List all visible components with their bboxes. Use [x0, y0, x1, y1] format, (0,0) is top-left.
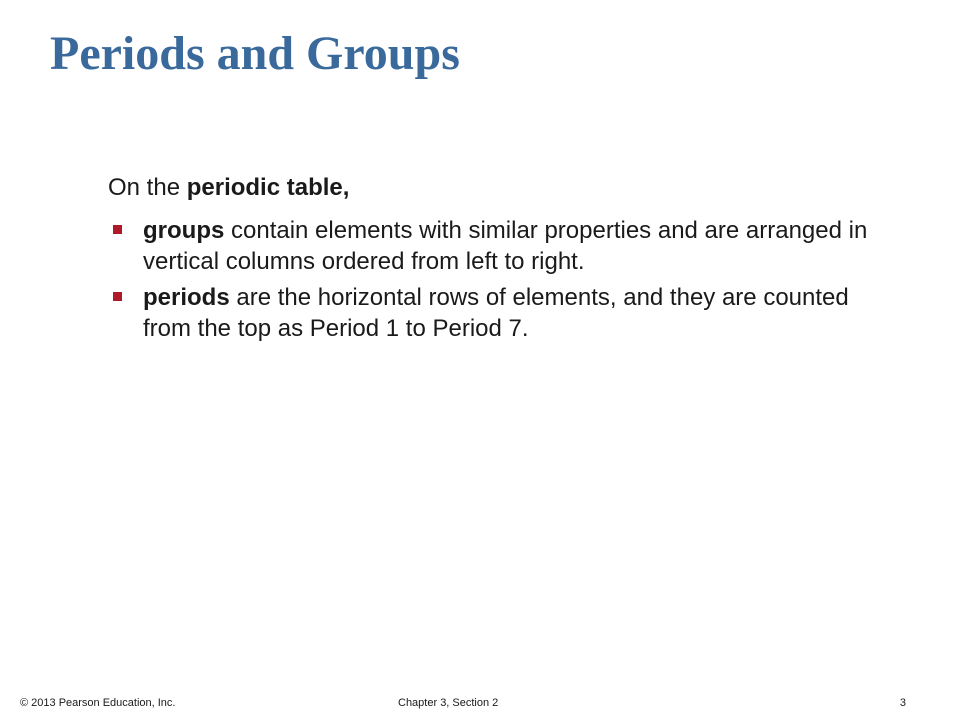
square-bullet-icon	[113, 225, 122, 234]
bullet-term: periods	[143, 283, 230, 311]
bullet-item-groups	[108, 215, 888, 277]
intro-prefix: On the	[108, 174, 187, 201]
footer-copyright: © 2013 Pearson Education, Inc.	[20, 697, 176, 709]
bullet-term: groups	[143, 217, 225, 245]
bullet-list	[108, 215, 888, 344]
bullet-item-periods	[108, 282, 888, 344]
bullet-description: are the horizontal rows of elements, and they are counted from the top as Period 1 to Period 7.	[143, 283, 849, 342]
slide-body	[108, 172, 888, 348]
bullet-text	[143, 217, 867, 275]
bullet-text	[143, 284, 849, 342]
bullet-description: contain elements with similar properties and are arranged in vertical columns ordered from left to right.	[143, 217, 868, 276]
intro-line	[108, 172, 888, 203]
intro-emphasis: periodic table,	[186, 174, 350, 201]
footer-page-number: 3	[899, 697, 906, 709]
square-bullet-icon	[113, 292, 122, 301]
footer-chapter: Chapter 3, Section 2	[398, 697, 499, 709]
slide-title: Periods and Groups	[50, 27, 460, 80]
